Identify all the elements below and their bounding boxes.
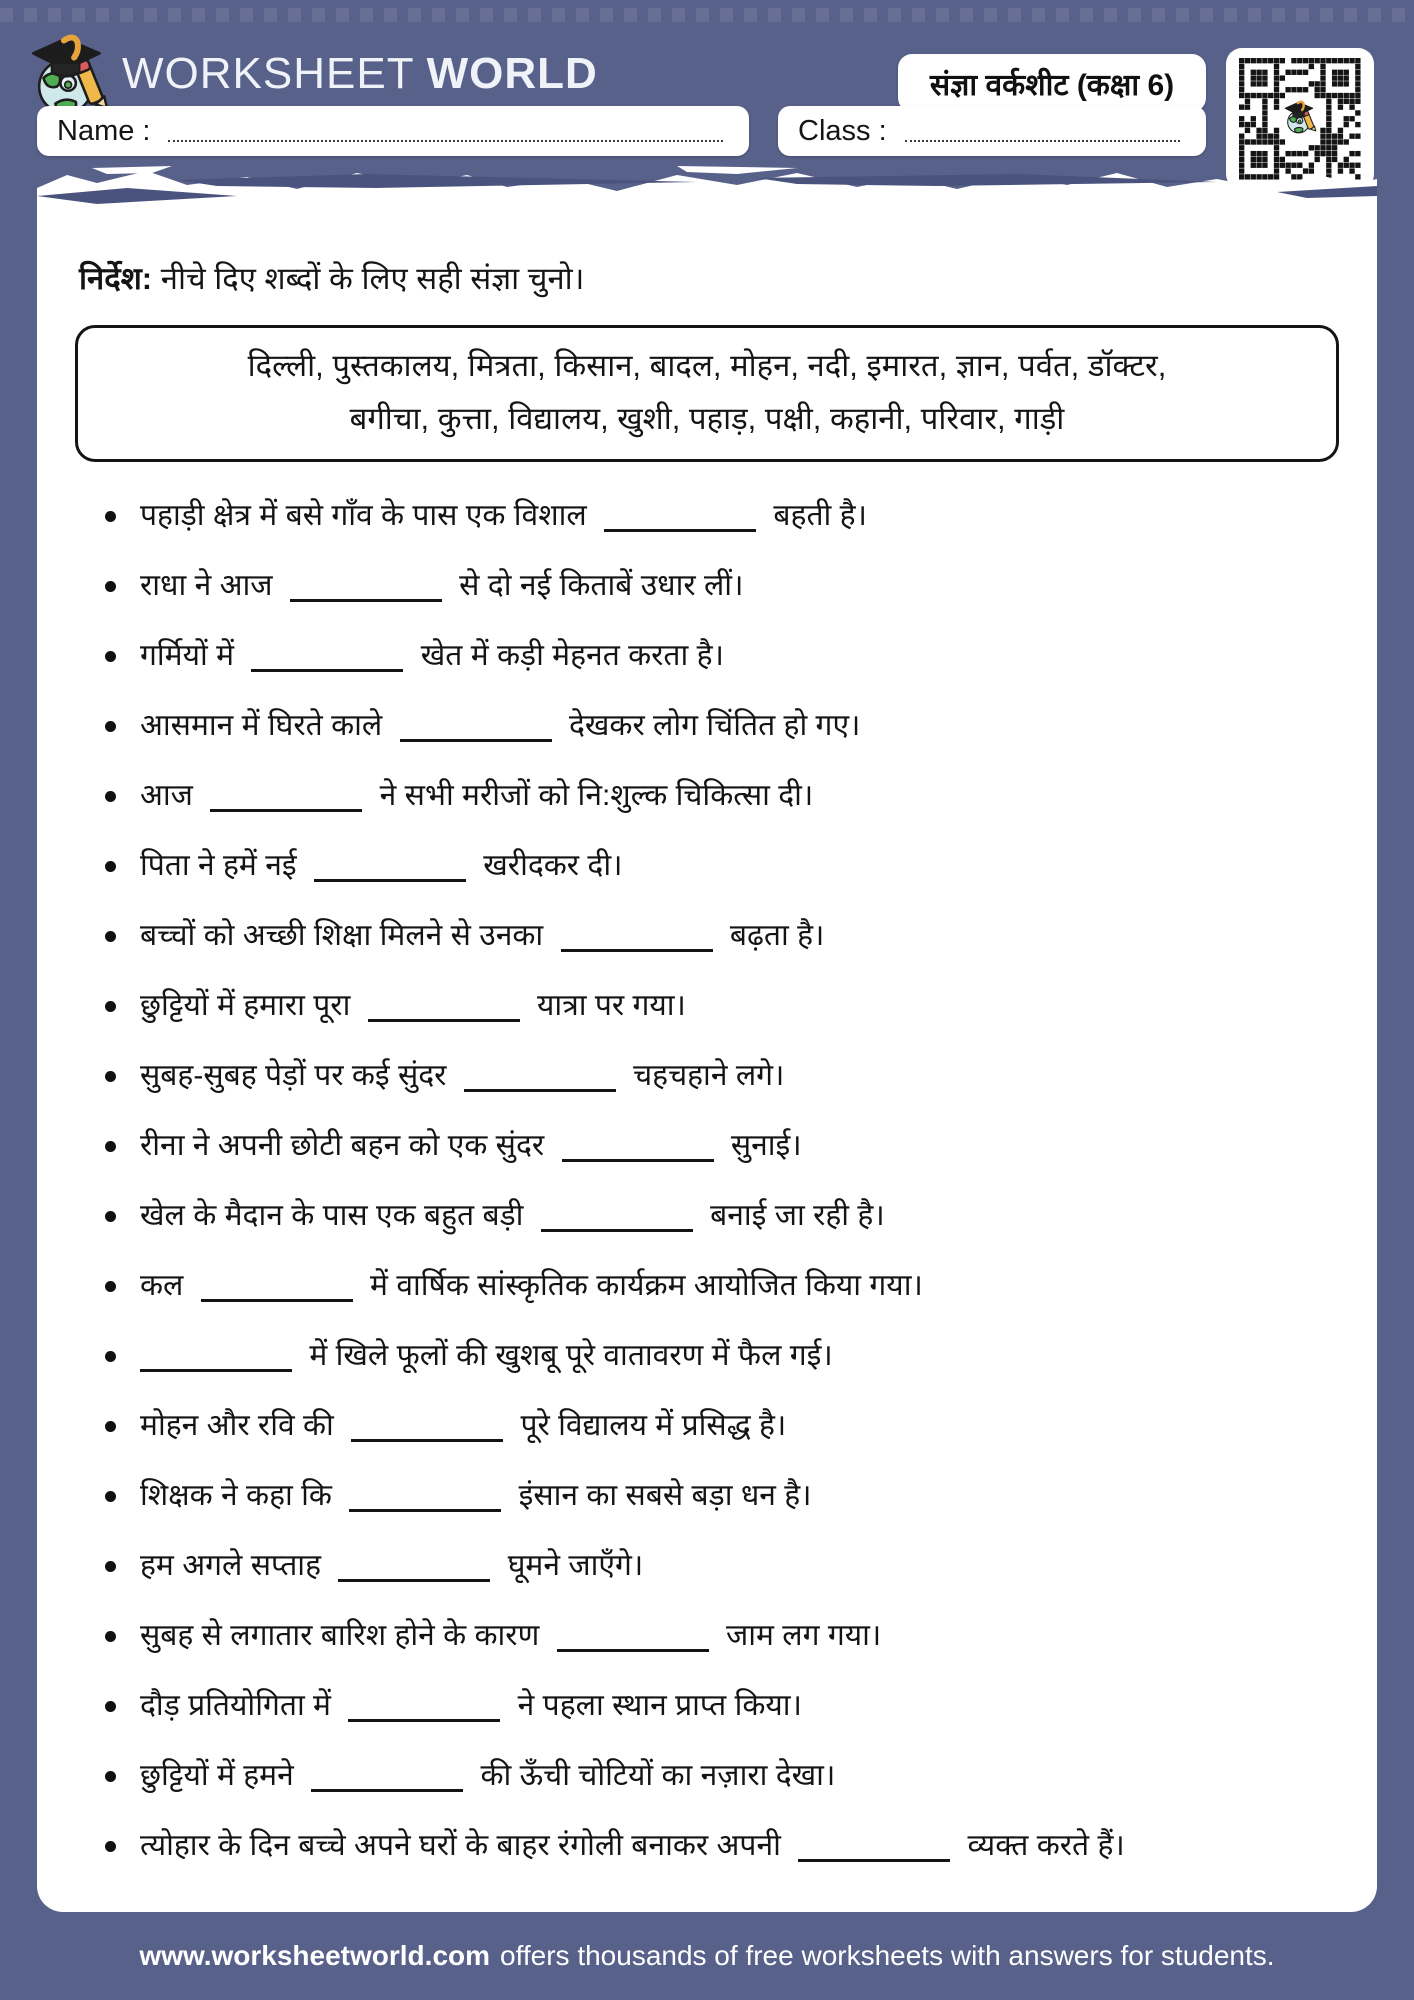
question-text-after: सुनाई। [722,1129,802,1163]
question-text-after: यात्रा पर गया। [528,989,686,1023]
bullet-dot-icon [105,1771,116,1782]
word-bank-line-2: बगीचा, कुत्ता, विद्यालय, खुशी, पहाड़, पक्षी, कहानी, परिवार, गाड़ी [349,400,1065,436]
answer-blank[interactable] [338,1578,490,1582]
brand-title [122,46,598,102]
question-text [140,1196,885,1236]
question-text-before: सुबह-सुबह पेड़ों पर कई सुंदर [140,1059,455,1093]
question-text-before: बच्चों को अच्छी शिक्षा मिलने से उनका [140,919,552,953]
answer-blank[interactable] [541,1228,693,1232]
question-item [75,1756,1339,1796]
worksheet-title-badge: संज्ञा वर्कशीट (कक्षा 6) [898,54,1206,112]
question-text-before: छुट्टियों में हमारा पूरा [140,989,359,1023]
question-item [75,566,1339,606]
instructions-text: नीचे दिए शब्दों के लिए सही संज्ञा चुनो। [160,261,585,296]
question-text-after: से दो नई किताबें उधार लीं। [450,569,744,603]
answer-blank[interactable] [557,1648,709,1652]
question-item [75,1196,1339,1236]
question-text-after: व्यक्त करते हैं। [959,1829,1125,1863]
class-field-box [778,106,1206,156]
question-item [75,706,1339,746]
question-text [140,776,813,816]
question-item [75,1266,1339,1306]
question-text-before: पहाड़ी क्षेत्र में बसे गाँव के पास एक विशाल [140,499,596,533]
bullet-dot-icon [105,1211,116,1222]
question-text-after: की ऊँची चोटियों का नज़ारा देखा। [472,1759,836,1793]
question-item [75,1336,1339,1376]
question-item [75,776,1339,816]
question-text [140,1616,881,1656]
answer-blank[interactable] [140,1368,292,1372]
footer-text: offers thousands of free worksheets with answers for students. [500,1940,1275,1971]
bullet-dot-icon [105,721,116,732]
question-text [140,986,686,1026]
name-input-line[interactable] [168,139,723,142]
answer-blank[interactable] [464,1088,616,1092]
question-item [75,846,1339,886]
word-bank-line-1: दिल्ली, पुस्तकालय, मित्रता, किसान, बादल, मोहन, नदी, इमारत, ज्ञान, पर्वत, डॉक्टर, [247,348,1167,383]
bullet-dot-icon [105,651,116,662]
question-text-before: आसमान में घिरते काले [140,709,391,743]
bullet-dot-icon [105,1561,116,1572]
question-text [140,1126,802,1166]
question-text [140,1476,812,1516]
question-item [75,1056,1339,1096]
qr-code-image [1236,58,1364,180]
question-text-after: बहती है। [765,499,867,533]
question-text-before: आज [140,779,202,813]
question-text-after: चहचहाने लगे। [624,1059,785,1093]
questions-list [75,496,1339,1866]
bullet-dot-icon [105,581,116,592]
footer [0,1912,1414,2000]
instructions-label: निर्देश: [79,261,153,296]
question-text [140,706,860,746]
top-dashed-texture [0,8,1414,22]
bullet-dot-icon [105,1701,116,1712]
answer-blank[interactable] [400,738,552,742]
class-input-line[interactable] [905,139,1180,142]
answer-blank[interactable] [604,528,756,532]
question-text-after: खेत में कड़ी मेहनत करता है। [412,639,724,673]
question-text-before: खेल के मैदान के पास एक बहुत बड़ी [140,1199,532,1233]
question-text [140,1336,833,1376]
question-text-before: मोहन और रवि की [140,1409,343,1443]
answer-blank[interactable] [368,1018,520,1022]
bullet-dot-icon [105,1841,116,1852]
question-text-before: गर्मियों में [140,639,243,673]
bullet-dot-icon [105,1351,116,1362]
question-text-before: पिता ने हमें नई [140,849,305,883]
question-text-after: जाम लग गया। [717,1619,882,1653]
answer-blank[interactable] [349,1508,501,1512]
question-text-after: बनाई जा रही है। [701,1199,885,1233]
question-text [140,566,743,606]
question-text [140,1826,1125,1866]
answer-blank[interactable] [351,1438,503,1442]
bullet-dot-icon [105,1071,116,1082]
question-text-after: में खिले फूलों की खुशबू पूरे वातावरण में फैल गई। [301,1339,833,1373]
bullet-dot-icon [105,1631,116,1642]
question-text-after: खरीदकर दी। [474,849,623,883]
answer-blank[interactable] [210,808,362,812]
question-text-after: देखकर लोग चिंतित हो गए। [560,709,861,743]
answer-blank[interactable] [314,878,466,882]
question-item [75,1546,1339,1586]
instructions [79,257,1339,299]
footer-site-link: www.worksheetworld.com [139,1940,491,1971]
bullet-dot-icon [105,791,116,802]
question-text [140,1546,643,1586]
question-item [75,986,1339,1026]
class-label: Class : [798,114,887,147]
answer-blank[interactable] [798,1858,950,1862]
bullet-dot-icon [105,1001,116,1012]
question-text-before: कल [140,1269,192,1303]
question-item [75,1406,1339,1446]
question-item [75,496,1339,536]
question-text-after: में वार्षिक सांस्कृतिक कार्यक्रम आयोजित किया गया। [361,1269,923,1303]
answer-blank[interactable] [201,1298,353,1302]
name-label: Name : [57,114,151,147]
question-item [75,1126,1339,1166]
question-text-after: पूरे विद्यालय में प्रसिद्ध है। [512,1409,787,1443]
answer-blank[interactable] [311,1788,463,1792]
question-text-before: शिक्षक ने कहा कि [140,1479,341,1513]
question-text-after: ने सभी मरीजों को नि:शुल्क चिकित्सा दी। [371,779,814,813]
question-text [140,636,724,676]
bullet-dot-icon [105,1281,116,1292]
question-text-before: दौड़ प्रतियोगिता में [140,1689,340,1723]
question-text-before: रीना ने अपनी छोटी बहन को एक सुंदर [140,1129,553,1163]
bullet-dot-icon [105,1421,116,1432]
bullet-dot-icon [105,1141,116,1152]
bullet-dot-icon [105,1491,116,1502]
bullet-dot-icon [105,511,116,522]
question-text-before: हम अगले सप्ताह [140,1549,330,1583]
question-text [140,846,622,886]
bullet-dot-icon [105,861,116,872]
answer-blank[interactable] [251,668,403,672]
question-item [75,916,1339,956]
question-text [140,1756,835,1796]
question-text [140,496,867,536]
question-text-before: राधा ने आज [140,569,281,603]
question-text-after: इंसान का सबसे बड़ा धन है। [510,1479,812,1513]
question-text [140,1056,784,1096]
question-text [140,1686,802,1726]
answer-blank[interactable] [290,598,442,602]
question-text-after: घूमने जाएँगे। [499,1549,644,1583]
question-item [75,1686,1339,1726]
worksheet-panel [37,205,1377,1912]
brand-title-first: WORKSHEET [122,49,415,98]
question-item [75,1476,1339,1516]
question-item [75,1826,1339,1866]
question-text-after: बढ़ता है। [721,919,825,953]
word-bank [75,325,1339,462]
question-text-before: छुट्टियों में हमने [140,1759,303,1793]
brand-title-second: WORLD [426,49,598,98]
answer-blank[interactable] [561,948,713,952]
name-field-box [37,106,749,156]
bullet-dot-icon [105,931,116,942]
question-text-before: सुबह से लगातार बारिश होने के कारण [140,1619,548,1653]
question-item [75,636,1339,676]
answer-blank[interactable] [562,1158,714,1162]
answer-blank[interactable] [348,1718,500,1722]
question-text-after: ने पहला स्थान प्राप्त किया। [509,1689,802,1723]
question-text [140,1406,786,1446]
question-text [140,916,824,956]
question-item [75,1616,1339,1656]
question-text-before: त्योहार के दिन बच्चे अपने घरों के बाहर रंगोली बनाकर अपनी [140,1829,790,1863]
question-text [140,1266,923,1306]
